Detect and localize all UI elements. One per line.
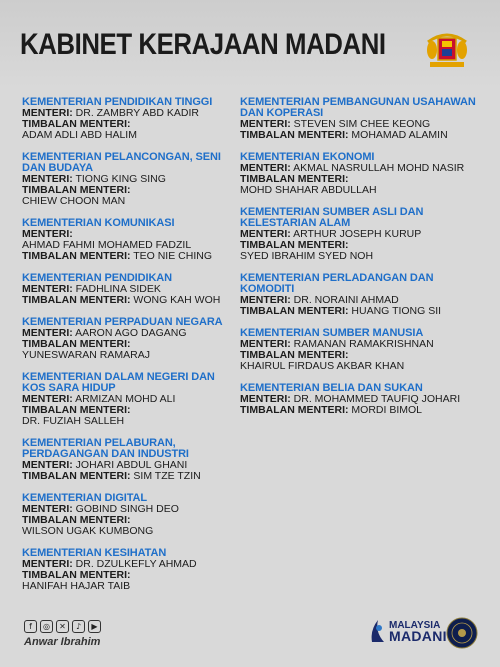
logo-line-2: MADANI [389, 628, 447, 644]
ministry-name: KEMENTERIAN PEMBANGUNAN USAHAWAN DAN KOPERASI [240, 96, 476, 119]
role-label: MENTERI: [22, 558, 73, 570]
role-label: MENTERI: [240, 118, 291, 130]
minister-line [240, 361, 480, 372]
minister-name: DR. MOHAMMED TAUFIQ JOHARI [290, 393, 461, 405]
madani-mark-icon [370, 618, 386, 644]
minister-line [22, 251, 236, 262]
instagram-icon[interactable]: ◎ [40, 620, 53, 633]
ministry-name: KEMENTERIAN DIGITAL [22, 492, 148, 504]
role-label: TIMBALAN MENTERI: [22, 470, 131, 482]
minister-line [240, 405, 480, 416]
minister-name: AKMAL NASRULLAH MOHD NASIR [290, 162, 465, 174]
minister-line [22, 196, 236, 207]
role-label: TIMBALAN MENTERI: [22, 294, 131, 306]
minister-name: AHMAD FAHMI MOHAMED FADZIL [22, 239, 192, 251]
ministry-name: KEMENTERIAN PERPADUAN NEGARA [22, 316, 223, 328]
minister-name: DR. DZULKEFLY AHMAD [72, 558, 197, 570]
ministry-pelaburan-perdagangan-dan-industri [22, 438, 236, 482]
role-label: MENTERI: [22, 459, 73, 471]
minister-name: KHAIRUL FIRDAUS AKBAR KHAN [240, 360, 405, 372]
role-label: MENTERI: [22, 173, 73, 185]
tiktok-icon[interactable]: ♪ [72, 620, 85, 633]
role-label: MENTERI: [240, 228, 291, 240]
ministry-ekonomi [240, 152, 480, 196]
minister-line [240, 306, 480, 317]
ministry-name: KEMENTERIAN KESIHATAN [22, 547, 167, 559]
ministry-name: KEMENTERIAN PELANCONGAN, SENI DAN BUDAYA [22, 151, 221, 174]
role-label: TIMBALAN MENTERI: [22, 514, 131, 526]
ministry-perpaduan-negara [22, 317, 236, 361]
youtube-icon[interactable]: ▶ [88, 620, 101, 633]
minister-name: MORDI BIMOL [348, 404, 423, 416]
role-label: MENTERI: [240, 393, 291, 405]
footer-social [24, 620, 101, 648]
author-name: Anwar Ibrahim [24, 636, 101, 648]
ministry-digital [22, 493, 236, 537]
x-icon[interactable]: ✕ [56, 620, 69, 633]
page-title: KABINET KERAJAAN MADANI [20, 28, 386, 61]
minister-name: TIONG KING SING [72, 173, 166, 185]
ministry-name: KEMENTERIAN DALAM NEGERI DAN KOS SARA HIDUP [22, 371, 215, 394]
minister-line [22, 471, 236, 482]
role-label: TIMBALAN MENTERI: [240, 129, 349, 141]
minister-name: HUANG TIONG SII [348, 305, 442, 317]
minister-name: RAMANAN RAMAKRISHNAN [290, 338, 434, 350]
minister-name: SYED IBRAHIM SYED NOH [240, 250, 374, 262]
minister-line [240, 251, 480, 262]
ministry-name: KEMENTERIAN PENDIDIKAN [22, 272, 172, 284]
minister-name: STEVEN SIM CHEE KEONG [290, 118, 431, 130]
minister-name: ARMIZAN MOHD ALI [72, 393, 176, 405]
ministry-name: KEMENTERIAN PELABURAN, PERDAGANGAN DAN INDUSTRI [22, 437, 189, 460]
minister-line [22, 295, 236, 306]
ministry-belia-dan-sukan [240, 383, 480, 416]
role-label: TIMBALAN MENTERI: [22, 404, 131, 416]
role-label: MENTERI: [22, 327, 73, 339]
role-label: MENTERI: [240, 294, 291, 306]
role-label: TIMBALAN MENTERI: [240, 239, 349, 251]
minister-line [240, 130, 480, 141]
logo-line-1: MALAYSIA [389, 620, 441, 631]
prime-minister-seal-icon [446, 617, 478, 649]
role-label: TIMBALAN MENTERI: [240, 305, 349, 317]
ministry-name: KEMENTERIAN BELIA DAN SUKAN [240, 382, 423, 394]
right-column [240, 97, 480, 427]
ministry-name: KEMENTERIAN KOMUNIKASI [22, 217, 175, 229]
minister-line [22, 130, 236, 141]
minister-name: DR. FUZIAH SALLEH [22, 415, 125, 427]
minister-name: FADHLINA SIDEK [72, 283, 161, 295]
role-label: TIMBALAN MENTERI: [22, 184, 131, 196]
role-label: MENTERI: [22, 393, 73, 405]
role-label: MENTERI: [240, 162, 291, 174]
minister-name: SIM TZE TZIN [130, 470, 201, 482]
minister-name: WILSON UGAK KUMBONG [22, 525, 154, 537]
minister-name: ADAM ADLI ABD HALIM [22, 129, 137, 141]
minister-name: DR. NORAINI AHMAD [290, 294, 399, 306]
minister-line [22, 416, 236, 427]
role-label: TIMBALAN MENTERI: [240, 404, 349, 416]
malaysia-madani-logo [370, 618, 447, 644]
ministry-name: KEMENTERIAN SUMBER MANUSIA [240, 327, 424, 339]
role-label: MENTERI: [22, 283, 73, 295]
minister-line [22, 526, 236, 537]
role-label: MENTERI: [22, 228, 73, 240]
minister-name: GOBIND SINGH DEO [72, 503, 179, 515]
role-label: MENTERI: [22, 107, 73, 119]
ministry-name: KEMENTERIAN EKONOMI [240, 151, 375, 163]
minister-name: WONG KAH WOH [130, 294, 221, 306]
minister-name: TEO NIE CHING [130, 250, 212, 262]
ministry-komunikasi [22, 218, 236, 262]
minister-name: AARON AGO DAGANG [72, 327, 187, 339]
role-label: TIMBALAN MENTERI: [22, 338, 131, 350]
minister-name: ARTHUR JOSEPH KURUP [290, 228, 422, 240]
ministry-pembangunan-usahawan-dan-koperasi [240, 97, 480, 141]
minister-line [22, 581, 236, 592]
ministry-sumber-manusia [240, 328, 480, 372]
coat-of-arms-icon [418, 28, 476, 70]
ministry-name: KEMENTERIAN SUMBER ASLI DAN KELESTARIAN ALAM [240, 206, 424, 229]
ministry-pelancongan-seni-dan-budaya [22, 152, 236, 207]
facebook-icon[interactable]: f [24, 620, 37, 633]
role-label: TIMBALAN MENTERI: [22, 118, 131, 130]
ministry-pendidikan [22, 273, 236, 306]
minister-name: HANIFAH HAJAR TAIB [22, 580, 131, 592]
ministry-kesihatan [22, 548, 236, 592]
minister-name: YUNESWARAN RAMARAJ [22, 349, 150, 361]
ministry-pendidikan-tinggi [22, 97, 236, 141]
minister-line [240, 185, 480, 196]
role-label: TIMBALAN MENTERI: [22, 569, 131, 581]
minister-name: MOHAMAD ALAMIN [348, 129, 448, 141]
role-label: TIMBALAN MENTERI: [22, 250, 131, 262]
minister-name: MOHD SHAHAR ABDULLAH [240, 184, 377, 196]
minister-line [22, 350, 236, 361]
role-label: TIMBALAN MENTERI: [240, 173, 349, 185]
ministry-dalam-negeri-dan-kos-sara-hidup [22, 372, 236, 427]
role-label: TIMBALAN MENTERI: [240, 349, 349, 361]
role-label: MENTERI: [240, 338, 291, 350]
ministry-name: KEMENTERIAN PERLADANGAN DAN KOMODITI [240, 272, 434, 295]
minister-name: CHIEW CHOON MAN [22, 195, 126, 207]
minister-name: JOHARI ABDUL GHANI [72, 459, 188, 471]
role-label: MENTERI: [22, 503, 73, 515]
ministry-name: KEMENTERIAN PENDIDIKAN TINGGI [22, 96, 213, 108]
ministry-perladangan-dan-komoditi [240, 273, 480, 317]
minister-name: DR. ZAMBRY ABD KADIR [72, 107, 199, 119]
ministry-sumber-asli-dan-kelestarian-alam [240, 207, 480, 262]
left-column [22, 97, 236, 603]
